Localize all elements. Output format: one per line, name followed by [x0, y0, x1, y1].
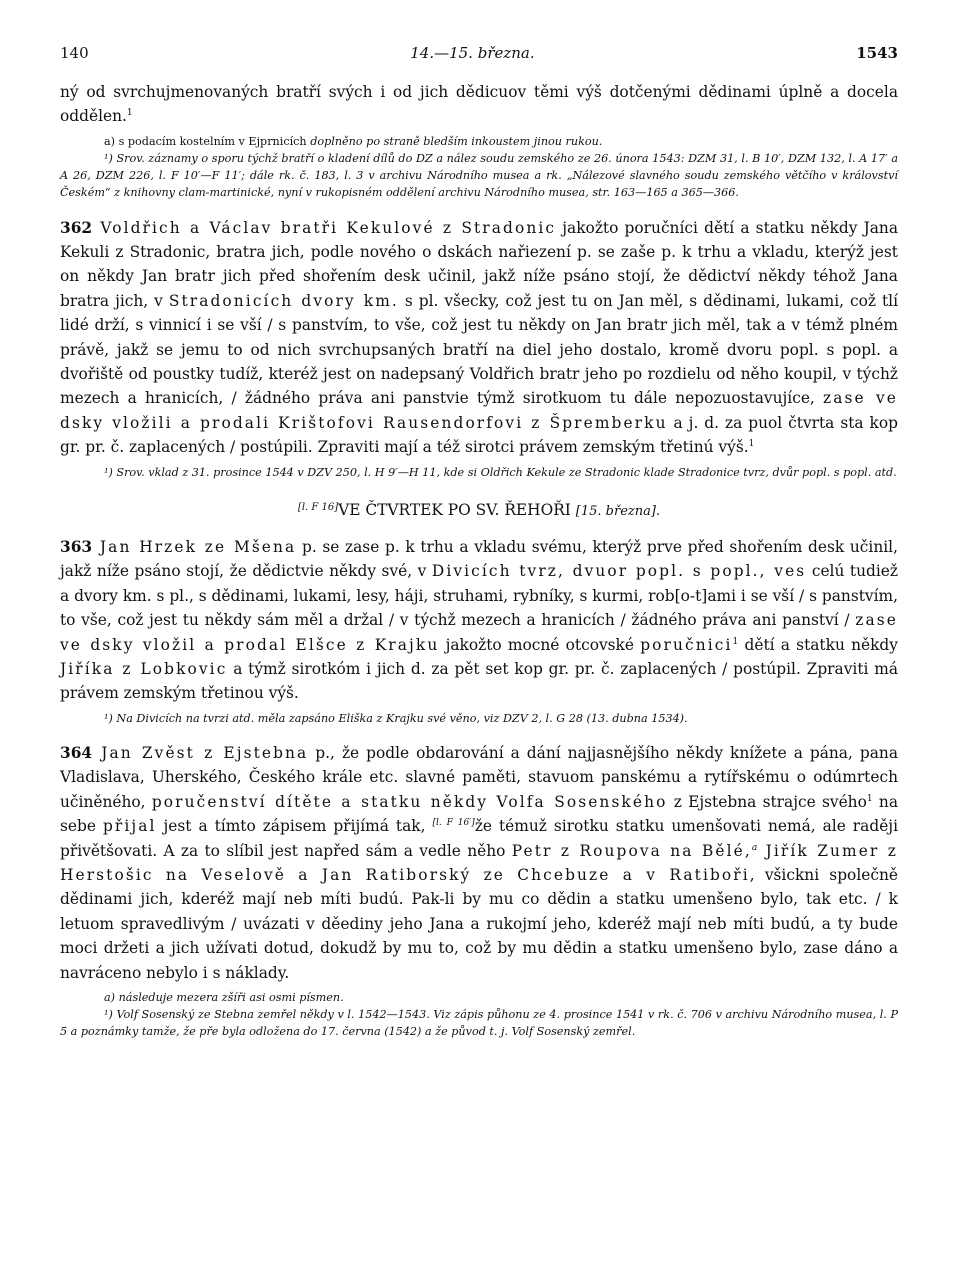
entry-number: 363: [60, 537, 93, 556]
entry-spaced-text: Jiřík Zumer z Herstošic na Veselově a Jan Ratiborský ze Chcebuze a v Ratiboři: [60, 841, 898, 884]
entry-number: 362: [60, 218, 93, 237]
footnote-364-1: ¹) Volf Sosenský ze Stebna zemřel někdy v l. 1542—1543. Viz zápis půhonu ze 4. prosince 1541 v rk. č. 706 v archivu Národního musea, l. P 5 a poznámky tamže, že pře byla odložena do 17. června (1542) a že původ t. j. Volf Sosenský zemřel.: [60, 1008, 898, 1039]
continuation-text: ný od svrchujmenovaných bratří svých i od jich dědicuov těmi výš dotčenými dědinami úplně a docela oddělen.: [60, 83, 898, 126]
entry-text: jakožto poručníci dětí a statku někdy Jana Kekuli z Stradonic, bratra jich, podle nového o dskách nařiezení p. se zaše p. k trhu a vkladu, kterýž jest on někdy Jan bratr jich před shořením desk učinil, jakž níže psáno stojí, že dědictví někdy téhož Jana bratra jich, v: [60, 218, 899, 310]
entry-text: p., že podle obdarování a dání najjasnějšího někdy knížete a pána, pana Vladislava, Uherského, Českého krále etc. slavné paměti, stavuom panskému a rytířskému o odúmrtech učiněného,: [60, 743, 898, 811]
folio-ref: [l. F 16]: [297, 501, 339, 513]
entry-text: s pl. všecky, což jest tu on Jan měl, s dědinami, lukami, což tlí lidé drží, s vinnicí i se vší / s panstvím, to vše, což jest tu někdy on Jan bratr jich měl, tak a v témž plném právě, jakž se jemu to od nich svrchupsaných bratří na diel jeho dostalo, kromě dvoru popl. s popl. a dvořiště od poustky tudíž, kteréž jest on nadepsaný Voldřich bratr jeho po rozdielu od něho koupil, v týchž mezech a hranicích, / žádného práva ani panstvie týmž sirotkuom tu dále nepozuostavujíce,: [60, 291, 899, 408]
entry-text: a týmž sirotkóm i jich d. za pět set kop gr. pr. č. zaplacených / postúpil. Zpraviti má právem zemským třetinou výš.: [60, 659, 898, 703]
footnote-a-italic: doplněno po straně bledším inkoustem jinou rukou.: [310, 134, 603, 148]
entry-names: Voldřich a Václav bratři Kekulové z Stradonic: [92, 218, 557, 237]
page: [60, 44, 898, 1041]
entry-text: na sebe: [60, 792, 898, 836]
entry-number: 364: [60, 743, 93, 762]
header-year: 1543: [856, 44, 898, 62]
entry-364: [60, 741, 898, 985]
entry-text: dětí a statku někdy: [738, 635, 898, 654]
entry-names: Jan Hrzek ze Mšena: [92, 537, 297, 556]
footnote-364-a: a) následuje mezera zšíři asi osmi písmen.: [104, 991, 344, 1004]
entry-text: celú tudiež a dvory km. s pl., s dědinami, lukami, lesy, háji, struhami, rybníky, s kurmi, rob[o-t]ami i se vší / s panstvím, to vše, což jest tu někdy sám měl a držal / v týchž mezech a hranicích / žádného práva ani panství /: [60, 562, 899, 630]
entry-text: že témuž sirotku statku umenšovati nemá, ale raději přivětšovati. A za to slíbil jest napřed sám a vedle něho: [60, 817, 898, 860]
entry-spaced-text: Stradonicích dvory km.: [168, 291, 399, 310]
footnote-363-1: ¹) Na Divicích na tvrzi atd. měla zapsáno Eliška z Krajku své věno, viz DZV 2, l. G 28 (13. dubna 1534).: [104, 711, 688, 725]
footnote-a-roman: a) s podacím kostelním v Ejprnicích: [104, 134, 311, 148]
footnote-ref: 1: [866, 793, 873, 804]
folio-ref: [l. F 16′]: [432, 818, 475, 829]
footnote-ref: 1: [732, 636, 739, 647]
entry-names: Jan Zvěst z Ejstebna: [92, 743, 309, 762]
footnote-362-1: ¹) Srov. vklad z 31. prosince 1544 v DZV 250, l. H 9′—H 11, kde si Oldřich Kekule ze Stradonic klade Stradonice tvrz, dvůr popl. s popl. atd.: [104, 465, 897, 479]
entry-text: jakožto mocné otcovské: [439, 635, 641, 654]
entry-text: , všickni společně dědinami jich, kderéž mají neb míti budú. Pak-li by mu co dědin a statku umenšeno bylo, tak etc. / k letuom spravedlivým / uvázati v děediny jeho Jana a rukojmí jeho, kderéž mají neb míti budú, a ty bude moci držeti a jich užívati dotud, dokudž by mu to, což by mu dědin a statku umenšeno bylo, zase dáno a navráceno nebylo i s náklady.: [60, 865, 898, 982]
entry-text: jest a tímto zápisem přijímá tak,: [156, 817, 433, 836]
entry-363: [60, 535, 898, 706]
entry-spaced-text: zase ve dsky vložil a prodal Elšce z Krajku: [60, 611, 898, 654]
entry-text: a j. d. za puol čtvrta sta kop gr. pr. č. zaplacených / postúpili. Zpraviti mají a též sirotci právem zemským třetinú výš.: [60, 413, 898, 457]
entry-spaced-text: Jiříka z Lobkovic: [60, 659, 228, 678]
footnote-a: [60, 133, 898, 150]
page-number: 140: [60, 44, 89, 62]
header-dates: 14.—15. března.: [410, 44, 535, 62]
entry-text: p. se zase p. k trhu a vkladu svému, kterýž prve před shořením desk učinil, jakž níže psáno stojí, že dědictvie někdy své, v: [60, 537, 898, 581]
heading-date: [15. března].: [575, 503, 661, 519]
entry-spaced-text: Divicích tvrz, dvuor popl. s popl., ves: [431, 562, 807, 581]
entry-spaced-text: Petr z Roupova na Bělé,: [511, 841, 752, 860]
entry-362: [60, 216, 898, 460]
entry-text: z Ejstebna strajce svého: [667, 792, 867, 811]
continuation-paragraph: [60, 80, 898, 129]
entry-spaced-text: poručnici: [640, 635, 733, 654]
footnote-1: ¹) Srov. záznamy o sporu týchž bratří o kladení dílů do DZ a nález soudu zemského ze 26. února 1543: DZM 31, l. B 10′, DZM 132, l. A 17′ a A 26, DZM 226, l. F 10′—F 11′; dále rk. č. 183, l. 3 v archivu Národního musea a rk. „Nálezové slavného soudu zemského větčího v království Českém“ z knihovny clam-martinické, nyní v rukopisném oddělení archivu Národního musea, str. 163—165 a 365—366.: [60, 152, 898, 200]
heading-title: VE ČTVRTEK PO SV. ŘEHOŘI: [338, 500, 576, 519]
entry-spaced-text: zase ve dsky vložili a prodali Krištofovi Rausendorfovi z Špremberku: [60, 389, 899, 432]
entry-spaced-text: poručenství dítěte a statku někdy Volfa Sosenského: [151, 792, 668, 811]
footnote-ref: 1: [748, 439, 755, 450]
running-head: [60, 44, 898, 80]
footnote-ref: a: [751, 842, 758, 853]
section-heading: [60, 495, 898, 525]
entry-spaced-text: přijal: [102, 817, 157, 836]
footnote-ref: 1: [126, 108, 133, 119]
